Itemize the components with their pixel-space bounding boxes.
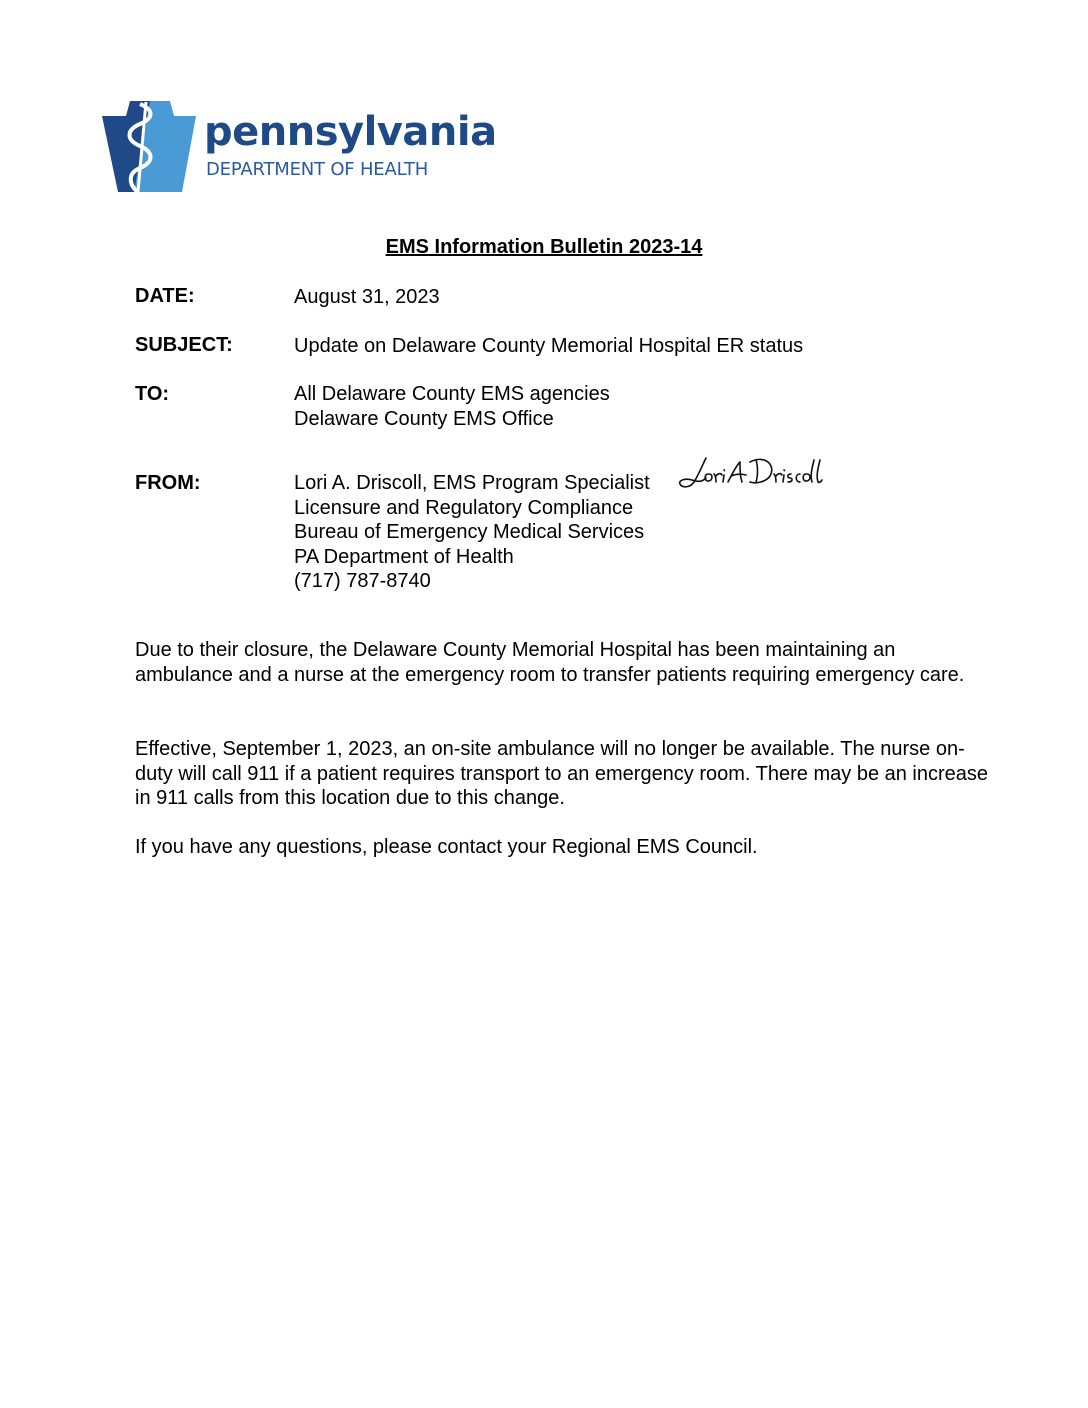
logo-department: DEPARTMENT OF HEALTH (206, 159, 429, 180)
pa-health-logo (100, 98, 497, 198)
body-paragraph: Effective, September 1, 2023, an on-site ambulance will no longer be available. The nurse on-duty will call 911 if a patient requires transport to an emergency room. There may be an increase in 911 calls from this location due to this change. (135, 738, 989, 810)
from-line: (717) 787-8740 (294, 570, 431, 592)
to-label: TO: (135, 383, 170, 405)
body-paragraph: If you have any questions, please contact your Regional EMS Council. (135, 836, 758, 858)
bulletin-title: EMS Information Bulletin 2023-14 (385, 236, 703, 258)
subject-value: Update on Delaware County Memorial Hospital ER status (294, 335, 804, 357)
body-paragraph: Due to their closure, the Delaware County Memorial Hospital has been maintaining an ambulance and a nurse at the emergency room to transfer patients requiring emergency care. (135, 639, 965, 686)
from-line: Licensure and Regulatory Compliance (294, 496, 634, 519)
subject-label: SUBJECT: (135, 334, 233, 356)
from-line: Bureau of Emergency Medical Services (294, 521, 645, 543)
from-label: FROM: (135, 472, 201, 494)
signature-icon (676, 452, 824, 492)
logo-wordmark: pennsylvania (204, 109, 497, 155)
date-value: August 31, 2023 (294, 286, 440, 308)
to-line: Delaware County EMS Office (294, 407, 554, 430)
signature (676, 452, 824, 497)
from-block (294, 471, 650, 594)
date-label: DATE: (135, 285, 195, 307)
from-line: PA Department of Health (294, 545, 514, 568)
to-block (294, 382, 610, 431)
keystone-icon (100, 98, 200, 194)
to-line: All Delaware County EMS agencies (294, 383, 610, 405)
from-line: Lori A. Driscoll, EMS Program Specialist (294, 472, 650, 494)
